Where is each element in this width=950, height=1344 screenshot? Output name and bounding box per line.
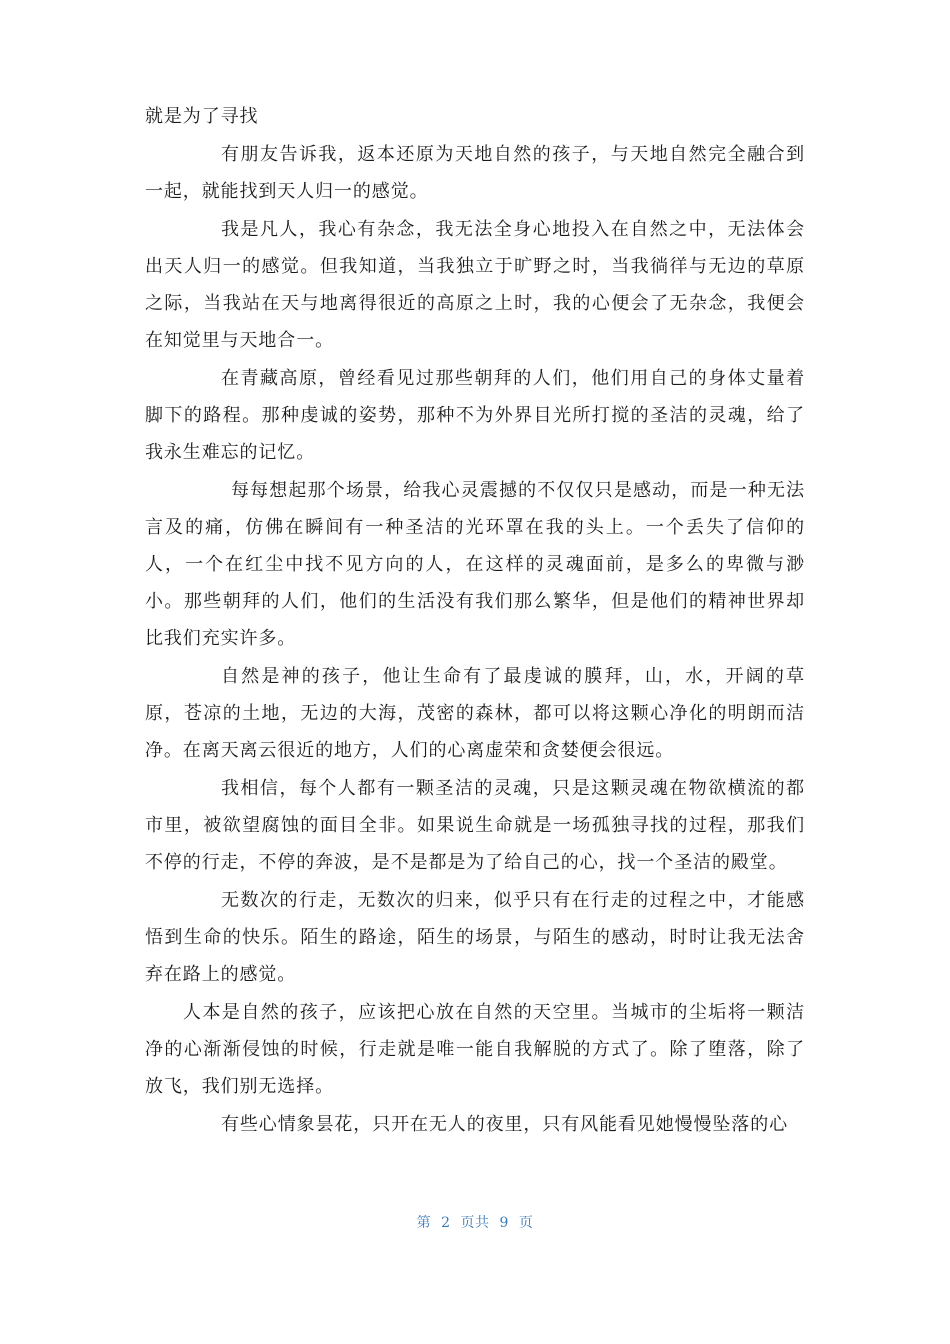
footer-middle: 页共 [460, 1215, 490, 1231]
paragraph: 在青藏高原，曾经看见过那些朝拜的人们，他们用自己的身体丈量着脚下的路程。那种虔诚的姿势，那种不为外界目光所打搅的圣洁的灵魂，给了我永生难忘的记忆。 [145, 368, 805, 463]
paragraph: 有朋友告诉我，返本还原为天地自然的孩子，与天地自然完全融合到一起，就能找到天人归一的感觉。 [145, 144, 805, 202]
paragraph: 我相信，每个人都有一颗圣洁的灵魂，只是这颗灵魂在物欲横流的都市里，被欲望腐蚀的面目全非。如果说生命就是一场孤独寻找的过程，那我们不停的行走，不停的奔波，是不是都是为了给自己的心，找一个圣洁的殿堂。 [145, 778, 805, 873]
footer-suffix: 页 [518, 1215, 534, 1231]
paragraph: 我是凡人，我心有杂念，我无法全身心地投入在自然之中，无法体会出天人归一的感觉。但我知道，当我独立于旷野之时，当我徜徉与无边的草原之际，当我站在天与地离得很近的高原之上时，我的心便会了无杂念，我便会在知觉里与天地合一。 [145, 219, 805, 351]
paragraph: 就是为了寻找 [145, 106, 259, 127]
paragraph: 每每想起那个场景，给我心灵震撼的不仅仅只是感动，而是一种无法言及的痛，仿佛在瞬间有一种圣洁的光环罩在我的头上。一个丢失了信仰的人，一个在红尘中找不见方向的人，在这样的灵魂面前，是多么的卑微与渺小。那些朝拜的人们，他们的生活没有我们那么繁华，但是他们的精神世界却比我们充实许多。 [145, 480, 805, 649]
paragraph: 无数次的行走，无数次的归来，似乎只有在行走的过程之中，才能感悟到生命的快乐。陌生的路途，陌生的场景，与陌生的感动，时时让我无法舍弃在路上的感觉。 [145, 890, 805, 985]
footer-current-page: 2 [441, 1215, 451, 1231]
document-body [145, 98, 805, 1144]
paragraph: 自然是神的孩子，他让生命有了最虔诚的膜拜，山，水，开阔的草原，苍凉的土地，无边的大海，茂密的森林，都可以将这颗心净化的明朗而洁净。在离天离云很近的地方，人们的心离虚荣和贪婪便会很远。 [145, 666, 805, 761]
paragraph: 人本是自然的孩子，应该把心放在自然的天空里。当城市的尘垢将一颗洁净的心渐渐侵蚀的时候，行走就是唯一能自我解脱的方式了。除了堕落，除了放飞，我们别无选择。 [145, 1002, 805, 1097]
paragraph: 有些心情象昙花，只开在无人的夜里，只有风能看见她慢慢坠落的心 [221, 1114, 788, 1135]
page-footer [0, 1212, 950, 1232]
footer-prefix: 第 [416, 1215, 432, 1231]
footer-total-pages: 9 [499, 1215, 509, 1231]
